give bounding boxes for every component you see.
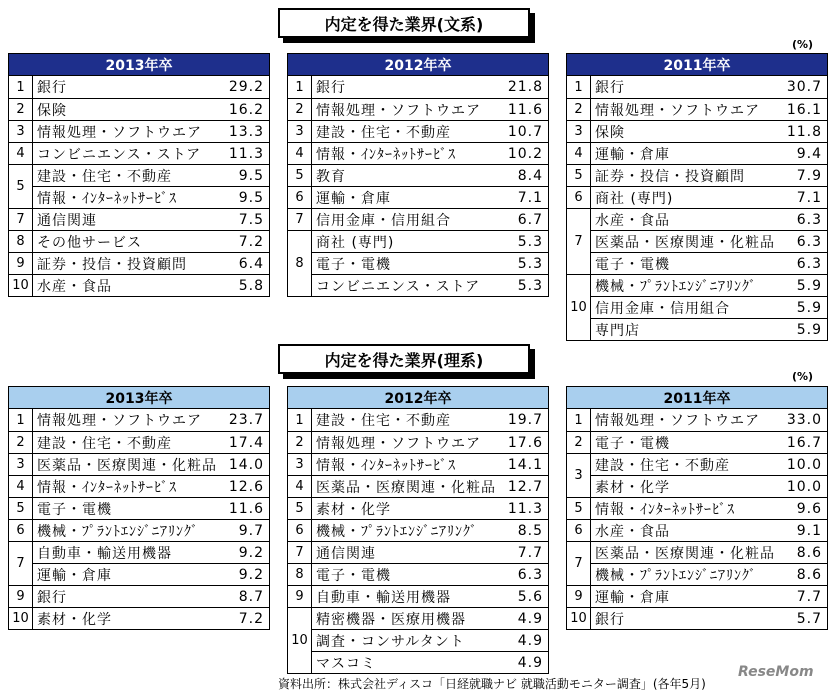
rank-number: 9: [9, 252, 32, 274]
industry-name: 建設・住宅・不動産: [37, 168, 172, 185]
percentage-value: 9.5: [238, 167, 264, 184]
table-year-header: 2013年卒: [9, 54, 269, 76]
industry-name: 証券・投信・投資顧問: [595, 168, 745, 185]
industry-name: 素材・化学: [316, 501, 391, 518]
percentage-value: 5.9: [796, 299, 822, 316]
rank-number: 9: [288, 585, 311, 607]
industry-name: 信用金庫・信用組合: [595, 300, 730, 317]
table-row: [33, 563, 269, 585]
industry-name: 教育: [316, 168, 346, 185]
table-row: [33, 519, 269, 541]
industry-name: 素材・化学: [37, 611, 112, 628]
percentage-value: 12.6: [228, 478, 264, 495]
table-row: [33, 164, 269, 186]
percentage-value: 19.7: [507, 412, 543, 428]
table-row: [591, 563, 827, 585]
rank-number: 1: [574, 412, 583, 428]
industry-name: 電子・電機: [37, 501, 112, 518]
percentage-value: 5.3: [517, 255, 543, 272]
rank-number: 10: [9, 607, 32, 629]
table-row: [591, 76, 827, 98]
table-row: [312, 607, 548, 629]
table-row: [312, 651, 548, 673]
rank-number: 4: [9, 475, 32, 497]
table-row: [591, 208, 827, 230]
rank-number: 7: [288, 541, 311, 563]
rank-number: 1: [16, 79, 25, 95]
industry-name: 運輸・倉庫: [595, 589, 670, 606]
industry-name: 銀行: [595, 80, 625, 96]
ranking-table-bunkei-1: [287, 53, 549, 297]
percentage-value: 7.1: [796, 189, 822, 206]
industry-name: 電子・電機: [316, 567, 391, 584]
table-row: [312, 585, 548, 607]
percentage-value: 17.4: [228, 434, 264, 451]
table-row: [33, 475, 269, 497]
table-year-header: 2011年卒: [567, 54, 827, 76]
industry-name: 通信関連: [316, 545, 376, 562]
percentage-value: 10.2: [507, 145, 543, 162]
industry-name: 運輸・倉庫: [316, 190, 391, 207]
rank-number: 3: [288, 453, 311, 475]
rank-number: 5: [9, 164, 32, 208]
rank-number: 10: [288, 607, 311, 673]
industry-name: 銀行: [595, 611, 625, 628]
industry-name: 機械・ﾌﾟﾗﾝﾄｴﾝｼﾞﾆｱﾘﾝｸﾞ: [37, 523, 199, 540]
rank-number: 6: [567, 519, 590, 541]
industry-name: 調査・コンサルタント: [316, 633, 465, 650]
table-row: [591, 497, 827, 519]
industry-name: 保険: [37, 102, 67, 119]
industry-name: 自動車・輸送用機器: [37, 545, 172, 562]
rank-number: 2: [567, 431, 590, 453]
percentage-value: 4.9: [517, 654, 543, 671]
industry-name: 保険: [595, 124, 625, 141]
percentage-value: 7.7: [517, 544, 543, 561]
industry-name: その他サービス: [37, 234, 142, 251]
table-row: [591, 252, 827, 274]
rank-number: 6: [288, 519, 311, 541]
rank-number: 10: [567, 274, 590, 340]
table-row: [591, 296, 827, 318]
rank-number: 7: [9, 541, 32, 585]
table-row: [33, 208, 269, 230]
percentage-value: 17.6: [507, 434, 543, 451]
percentage-value: 4.9: [517, 632, 543, 649]
percentage-value: 9.4: [796, 145, 822, 162]
table-row: [312, 409, 548, 431]
rank-number: 6: [567, 186, 590, 208]
percentage-value: 5.3: [517, 277, 543, 294]
percentage-value: 11.8: [786, 123, 822, 140]
industry-name: 銀行: [316, 80, 346, 96]
rank-number: 9: [567, 585, 590, 607]
percentage-value: 7.5: [238, 211, 264, 228]
rank-number: 4: [288, 142, 311, 164]
table-row: [33, 252, 269, 274]
table-row: [312, 497, 548, 519]
industry-name: 証券・投信・投資顧問: [37, 256, 187, 273]
industry-name: 商社 (専門): [595, 190, 674, 207]
rank-number: 5: [288, 164, 311, 186]
percentage-value: 9.2: [238, 566, 264, 583]
rank-number: 8: [9, 230, 32, 252]
industry-name: 機械・ﾌﾟﾗﾝﾄｴﾝｼﾞﾆｱﾘﾝｸﾞ: [595, 278, 757, 295]
industry-name: 情報・ｲﾝﾀｰﾈｯﾄｻｰﾋﾞｽ: [37, 190, 177, 207]
percentage-value: 8.7: [238, 588, 264, 605]
rank-number: 5: [567, 497, 590, 519]
table-row: [312, 142, 548, 164]
industry-name: 情報処理・ソフトウエア: [316, 102, 481, 119]
industry-name: 電子・電機: [595, 256, 670, 273]
percentage-value: 5.9: [796, 321, 822, 338]
percentage-value: 8.4: [517, 167, 543, 184]
rank-number: 10: [9, 274, 32, 296]
table-row: [33, 120, 269, 142]
industry-name: 情報処理・ソフトウエア: [595, 413, 760, 429]
rank-number: 1: [16, 412, 25, 428]
rank-number: 1: [295, 79, 304, 95]
percentage-value: 5.6: [517, 588, 543, 605]
section-title-bunkei: 内定を得た業界(文系): [278, 8, 530, 38]
industry-name: 信用金庫・信用組合: [316, 212, 451, 229]
ranking-table-rikei-2: [566, 386, 828, 630]
rank-number: 5: [9, 497, 32, 519]
table-row: [591, 230, 827, 252]
table-row: [312, 76, 548, 98]
table-row: [33, 274, 269, 296]
table-row: [33, 98, 269, 120]
table-row: [33, 142, 269, 164]
industry-name: 建設・住宅・不動産: [37, 435, 172, 452]
table-row: [33, 431, 269, 453]
industry-name: 建設・住宅・不動産: [316, 124, 451, 141]
table-row: [591, 453, 827, 475]
percentage-value: 4.9: [517, 610, 543, 627]
industry-name: 水産・食品: [595, 212, 670, 229]
percentage-value: 7.2: [238, 610, 264, 627]
industry-name: 水産・食品: [595, 523, 670, 540]
table-row: [312, 120, 548, 142]
table-row: [33, 585, 269, 607]
ranking-table-bunkei-2: [566, 53, 828, 341]
percentage-value: 5.9: [796, 277, 822, 294]
percent-unit-bunkei: (%): [792, 38, 814, 51]
industry-name: 情報処理・ソフトウエア: [37, 124, 202, 141]
percentage-value: 10.0: [786, 478, 822, 495]
percentage-value: 29.2: [228, 79, 264, 95]
rank-number: 3: [288, 120, 311, 142]
table-row: [33, 453, 269, 475]
percentage-value: 7.9: [796, 167, 822, 184]
industry-name: コンビニエンス・ストア: [37, 146, 202, 163]
table-row: [312, 475, 548, 497]
table-row: [591, 519, 827, 541]
table-row: [312, 252, 548, 274]
percentage-value: 10.7: [507, 123, 543, 140]
table-row: [591, 541, 827, 563]
section-title-rikei: 内定を得た業界(理系): [278, 344, 530, 374]
industry-name: 情報処理・ソフトウエア: [37, 413, 202, 429]
percentage-value: 9.2: [238, 544, 264, 561]
percentage-value: 7.2: [238, 233, 264, 250]
table-row: [33, 541, 269, 563]
rank-number: 4: [567, 142, 590, 164]
table-row: [591, 475, 827, 497]
rank-number: 7: [288, 208, 311, 230]
industry-name: 水産・食品: [37, 278, 112, 295]
table-row: [33, 409, 269, 431]
table-year-header: 2012年卒: [288, 387, 548, 409]
industry-name: 通信関連: [37, 212, 97, 229]
percentage-value: 14.1: [507, 456, 543, 473]
percentage-value: 6.3: [796, 233, 822, 250]
percentage-value: 8.6: [796, 544, 822, 561]
rank-number: 3: [567, 120, 590, 142]
ranking-table-rikei-0: [8, 386, 270, 630]
table-row: [591, 274, 827, 296]
source-note: 資料出所：株式会社ディスコ「日経就職ナビ 就職活動モニター調査」(各年5月): [278, 677, 706, 691]
table-row: [312, 519, 548, 541]
percentage-value: 6.3: [796, 211, 822, 228]
percentage-value: 9.7: [238, 522, 264, 539]
percentage-value: 16.1: [786, 101, 822, 118]
table-row: [312, 453, 548, 475]
table-row: [591, 318, 827, 340]
table-row: [33, 76, 269, 98]
table-row: [312, 541, 548, 563]
percentage-value: 12.7: [507, 478, 543, 495]
industry-name: 運輸・倉庫: [37, 567, 112, 584]
rank-number: 4: [9, 142, 32, 164]
percentage-value: 5.8: [238, 277, 264, 294]
industry-name: 医薬品・医療関連・化粧品: [595, 234, 775, 251]
rank-number: 7: [567, 541, 590, 585]
percentage-value: 6.4: [238, 255, 264, 272]
percentage-value: 11.3: [507, 500, 543, 517]
industry-name: 電子・電機: [595, 435, 670, 452]
industry-name: マスコミ: [316, 655, 376, 672]
percentage-value: 5.7: [796, 610, 822, 627]
industry-name: 情報・ｲﾝﾀｰﾈｯﾄｻｰﾋﾞｽ: [37, 479, 177, 496]
table-row: [312, 563, 548, 585]
percentage-value: 21.8: [507, 79, 543, 95]
industry-name: 情報・ｲﾝﾀｰﾈｯﾄｻｰﾋﾞｽ: [316, 457, 456, 474]
percent-unit-rikei: (%): [792, 370, 814, 383]
resemom-logo: ReseMom: [738, 664, 814, 680]
industry-name: 建設・住宅・不動産: [316, 413, 451, 429]
table-row: [33, 497, 269, 519]
industry-name: 情報・ｲﾝﾀｰﾈｯﾄｻｰﾋﾞｽ: [316, 146, 456, 163]
rank-number: 9: [9, 585, 32, 607]
industry-name: 電子・電機: [316, 256, 391, 273]
table-row: [591, 164, 827, 186]
industry-name: 建設・住宅・不動産: [595, 457, 730, 474]
table-row: [591, 431, 827, 453]
table-row: [591, 120, 827, 142]
table-year-header: 2012年卒: [288, 54, 548, 76]
percentage-value: 5.3: [517, 233, 543, 250]
percentage-value: 33.0: [786, 412, 822, 428]
table-row: [33, 230, 269, 252]
percentage-value: 9.1: [796, 522, 822, 539]
industry-name: 機械・ﾌﾟﾗﾝﾄｴﾝｼﾞﾆｱﾘﾝｸﾞ: [316, 523, 478, 540]
table-row: [312, 230, 548, 252]
table-row: [591, 186, 827, 208]
table-row: [312, 431, 548, 453]
rank-number: 3: [9, 120, 32, 142]
table-row: [312, 208, 548, 230]
rank-number: 6: [288, 186, 311, 208]
rank-number: 7: [567, 208, 590, 274]
rank-number: 8: [288, 230, 311, 296]
industry-name: 機械・ﾌﾟﾗﾝﾄｴﾝｼﾞﾆｱﾘﾝｸﾞ: [595, 567, 757, 584]
industry-name: 素材・化学: [595, 479, 670, 496]
table-row: [591, 585, 827, 607]
rank-number: 3: [567, 453, 590, 497]
rank-number: 10: [567, 607, 590, 629]
rank-number: 2: [9, 98, 32, 120]
percentage-value: 11.3: [228, 145, 264, 162]
table-row: [591, 409, 827, 431]
industry-name: 医薬品・医療関連・化粧品: [37, 457, 217, 474]
industry-name: 情報処理・ソフトウエア: [316, 435, 481, 452]
percentage-value: 7.7: [796, 588, 822, 605]
industry-name: 銀行: [37, 589, 67, 606]
percentage-value: 14.0: [228, 456, 264, 473]
table-row: [312, 98, 548, 120]
rank-number: 2: [288, 431, 311, 453]
percentage-value: 11.6: [507, 101, 543, 118]
table-year-header: 2013年卒: [9, 387, 269, 409]
rank-number: 5: [288, 497, 311, 519]
industry-name: コンビニエンス・ストア: [316, 278, 481, 295]
table-row: [312, 629, 548, 651]
industry-name: 銀行: [37, 80, 67, 96]
percentage-value: 30.7: [786, 79, 822, 95]
industry-name: 専門店: [595, 322, 640, 339]
industry-name: 商社 (専門): [316, 234, 395, 251]
rank-number: 2: [567, 98, 590, 120]
ranking-table-rikei-1: [287, 386, 549, 674]
table-year-header: 2011年卒: [567, 387, 827, 409]
percentage-value: 8.6: [796, 566, 822, 583]
rank-number: 2: [288, 98, 311, 120]
table-row: [312, 164, 548, 186]
percentage-value: 23.7: [228, 412, 264, 428]
percentage-value: 16.7: [786, 434, 822, 451]
percentage-value: 6.3: [796, 255, 822, 272]
rank-number: 1: [295, 412, 304, 428]
percentage-value: 9.5: [238, 189, 264, 206]
rank-number: 7: [9, 208, 32, 230]
rank-number: 5: [567, 164, 590, 186]
table-row: [591, 98, 827, 120]
percentage-value: 9.6: [796, 500, 822, 517]
percentage-value: 6.7: [517, 211, 543, 228]
percentage-value: 11.6: [228, 500, 264, 517]
rank-number: 8: [288, 563, 311, 585]
rank-number: 3: [9, 453, 32, 475]
table-row: [33, 607, 269, 629]
table-row: [591, 607, 827, 629]
percentage-value: 8.5: [517, 522, 543, 539]
rank-number: 2: [9, 431, 32, 453]
percentage-value: 16.2: [228, 101, 264, 118]
industry-name: 情報処理・ソフトウエア: [595, 102, 760, 119]
table-row: [591, 142, 827, 164]
table-row: [33, 186, 269, 208]
industry-name: 医薬品・医療関連・化粧品: [316, 479, 496, 496]
industry-name: 情報・ｲﾝﾀｰﾈｯﾄｻｰﾋﾞｽ: [595, 501, 735, 518]
rank-number: 6: [9, 519, 32, 541]
percentage-value: 10.0: [786, 456, 822, 473]
percentage-value: 7.1: [517, 189, 543, 206]
ranking-table-bunkei-0: [8, 53, 270, 297]
table-row: [312, 274, 548, 296]
industry-name: 医薬品・医療関連・化粧品: [595, 545, 775, 562]
rank-number: 4: [288, 475, 311, 497]
industry-name: 運輸・倉庫: [595, 146, 670, 163]
percentage-value: 13.3: [228, 123, 264, 140]
industry-name: 精密機器・医療用機器: [316, 611, 466, 628]
rank-number: 1: [574, 79, 583, 95]
percentage-value: 6.3: [517, 566, 543, 583]
industry-name: 自動車・輸送用機器: [316, 589, 451, 606]
table-row: [312, 186, 548, 208]
